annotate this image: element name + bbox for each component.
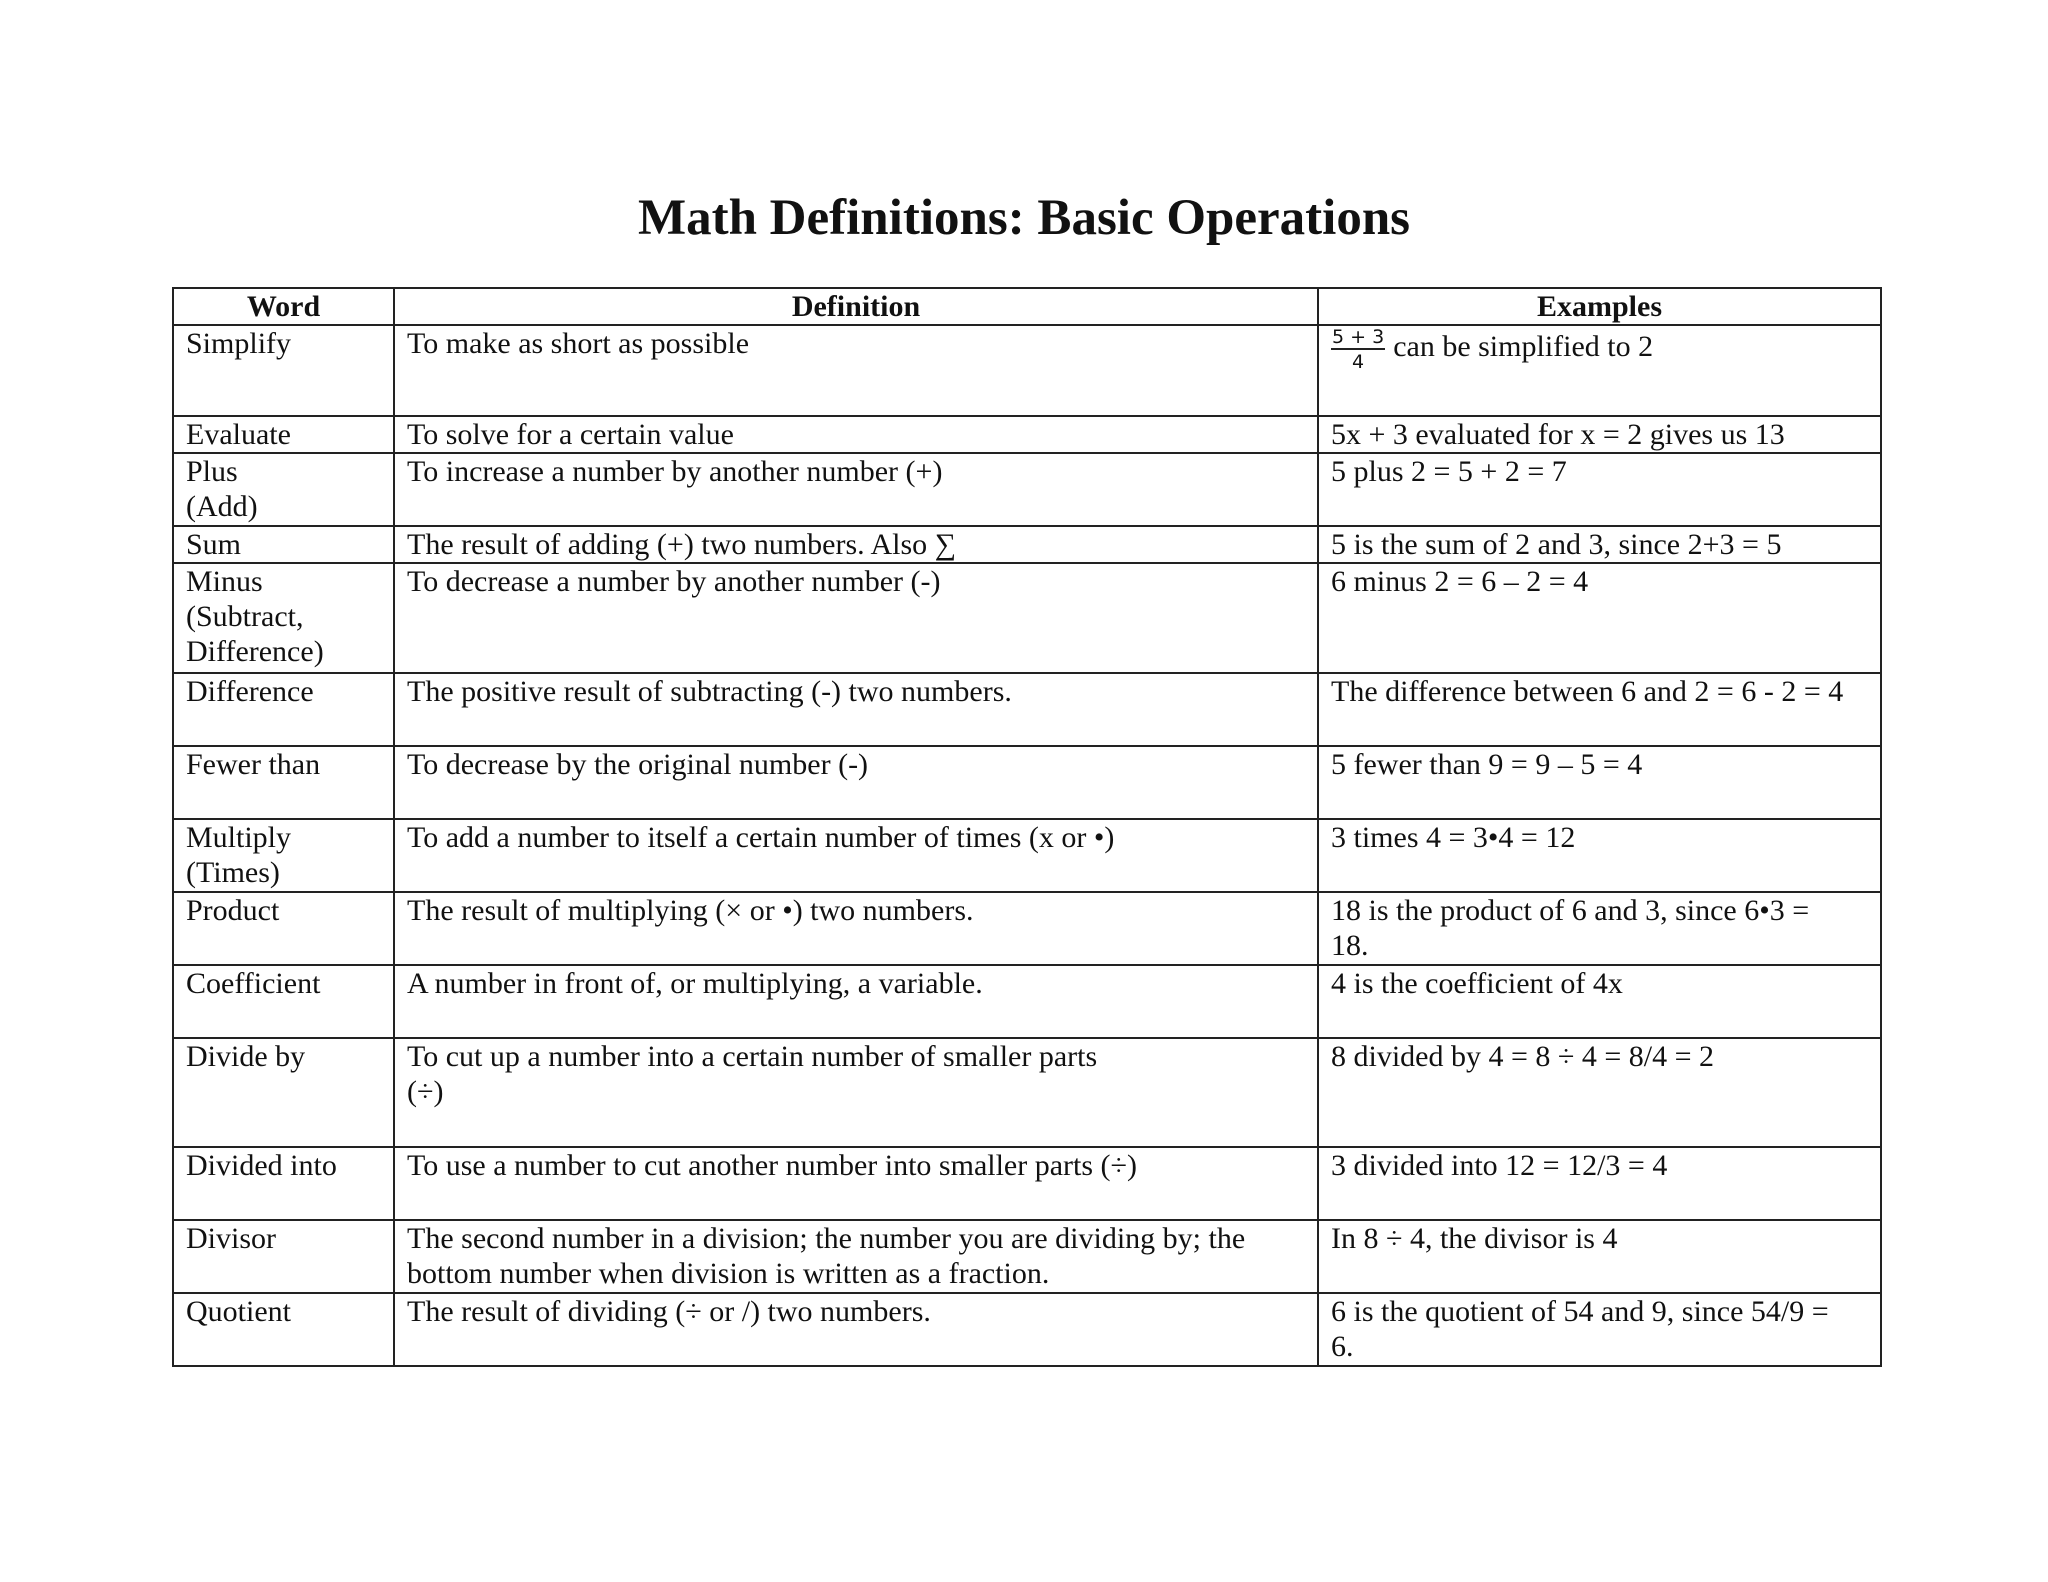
table-row [173,892,1881,965]
word-cell: Evaluate [173,416,394,453]
table-row [173,453,1881,526]
table-row [173,965,1881,1038]
example-cell: 5 plus 2 = 5 + 2 = 7 [1318,453,1881,526]
word-line: Multiply [186,821,292,854]
word-cell: Divided into [173,1147,394,1220]
example-line: 18. [1331,929,1369,962]
example-line: 18 is the product of 6 and 3, since 6•3 = [1331,894,1810,927]
definition-cell: The result of multiplying (× or •) two numbers. [394,892,1318,965]
definition-cell: To add a number to itself a certain number of times (x or •) [394,819,1318,892]
word-cell [173,819,394,892]
table-row [173,416,1881,453]
definition-line: The second number in a division; the number you are dividing by; the [407,1222,1246,1255]
word-cell [173,563,394,673]
example-cell: 4 is the coefficient of 4x [1318,965,1881,1038]
definition-line: (÷) [407,1075,444,1108]
table-row [173,325,1881,416]
example-cell [1318,325,1881,416]
example-text: can be simplified to 2 [1393,330,1654,363]
word-cell: Simplify [173,325,394,416]
definition-cell: The result of adding (+) two numbers. Also ∑ [394,526,1318,563]
word-line: Difference) [186,635,324,668]
definition-line: bottom number when division is written as a fraction. [407,1257,1050,1290]
table-row [173,1038,1881,1147]
definition-cell [394,1038,1318,1147]
table-row [173,819,1881,892]
example-cell [1318,892,1881,965]
word-cell [173,453,394,526]
definition-cell: To decrease a number by another number (-) [394,563,1318,673]
word-cell: Divisor [173,1220,394,1293]
word-cell: Divide by [173,1038,394,1147]
column-header-examples: Examples [1318,288,1881,325]
definition-cell: A number in front of, or multiplying, a variable. [394,965,1318,1038]
word-line: Plus [186,455,238,488]
example-cell: 8 divided by 4 = 8 ÷ 4 = 8/4 = 2 [1318,1038,1881,1147]
word-cell: Coefficient [173,965,394,1038]
example-line: 6. [1331,1330,1354,1363]
example-cell: 5 fewer than 9 = 9 – 5 = 4 [1318,746,1881,819]
word-line: (Subtract, [186,600,304,633]
definition-line: To cut up a number into a certain number of smaller parts [407,1040,1098,1073]
definition-cell: To increase a number by another number (+) [394,453,1318,526]
fraction-numerator: 5 + 3 [1332,326,1385,348]
example-cell: 5x + 3 evaluated for x = 2 gives us 13 [1318,416,1881,453]
word-cell: Product [173,892,394,965]
example-cell: In 8 ÷ 4, the divisor is 4 [1318,1220,1881,1293]
example-cell [1318,1293,1881,1366]
word-line: Minus [186,565,263,598]
word-line: (Times) [186,856,280,889]
table-row [173,746,1881,819]
word-cell: Quotient [173,1293,394,1366]
table-row [173,1220,1881,1293]
column-header-definition: Definition [394,288,1318,325]
table-row [173,1293,1881,1366]
word-cell: Difference [173,673,394,746]
example-cell: 3 times 4 = 3•4 = 12 [1318,819,1881,892]
fraction-denominator: 4 [1352,351,1365,373]
fraction [1331,326,1385,374]
page-title: Math Definitions: Basic Operations [637,190,1411,246]
table-row [173,526,1881,563]
definition-cell: The positive result of subtracting (-) two numbers. [394,673,1318,746]
definition-cell [394,1220,1318,1293]
column-header-word: Word [173,288,394,325]
example-line: 6 is the quotient of 54 and 9, since 54/9 = [1331,1295,1829,1328]
word-cell: Fewer than [173,746,394,819]
example-cell: 6 minus 2 = 6 – 2 = 4 [1318,563,1881,673]
table-row [173,563,1881,673]
definition-cell: To make as short as possible [394,325,1318,416]
word-cell: Sum [173,526,394,563]
definition-cell: To use a number to cut another number into smaller parts (÷) [394,1147,1318,1220]
table-row [173,673,1881,746]
word-line: (Add) [186,490,258,523]
definition-cell: The result of dividing (÷ or /) two numbers. [394,1293,1318,1366]
definition-cell: To solve for a certain value [394,416,1318,453]
example-cell: The difference between 6 and 2 = 6 - 2 = 4 [1318,673,1881,746]
table-row [173,1147,1881,1220]
definition-cell: To decrease by the original number (-) [394,746,1318,819]
definitions-table [172,287,1882,1367]
example-cell: 5 is the sum of 2 and 3, since 2+3 = 5 [1318,526,1881,563]
example-cell: 3 divided into 12 = 12/3 = 4 [1318,1147,1881,1220]
table-header-row [173,288,1881,325]
